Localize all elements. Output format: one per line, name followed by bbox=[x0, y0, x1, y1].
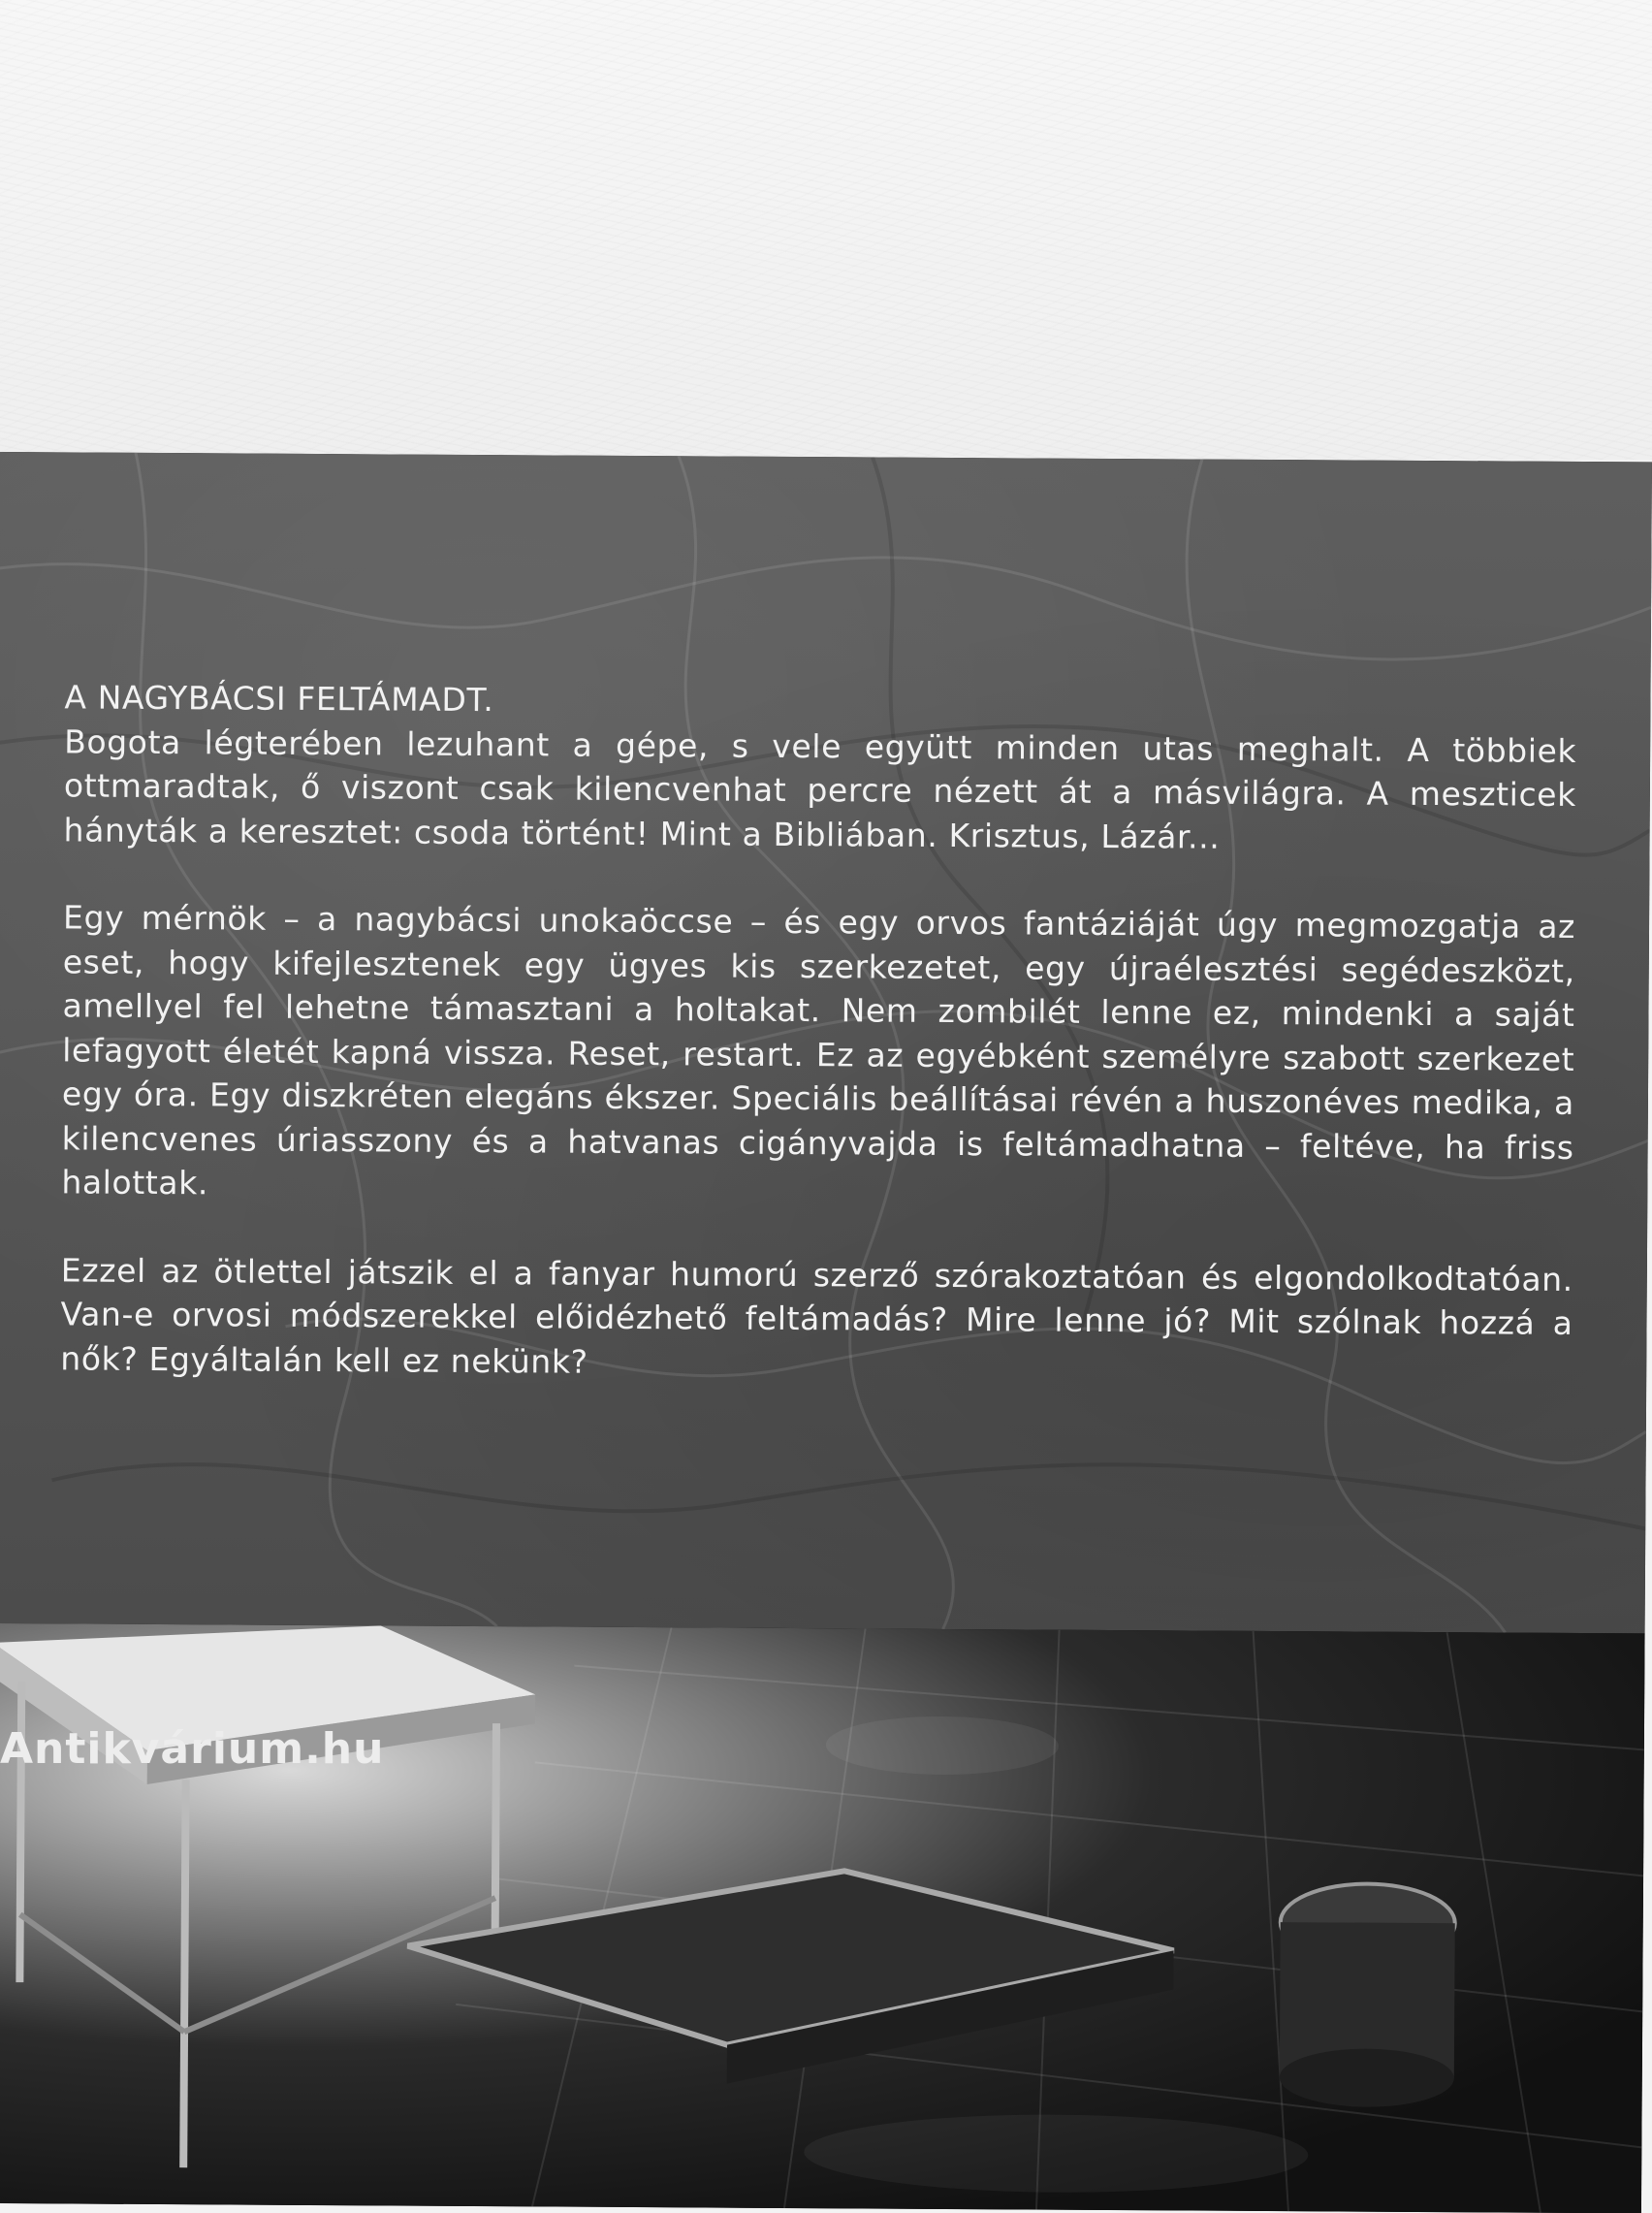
blurb-paragraph-3: Ezzel az ötlettel játszik el a fanyar humorú szerző szórakoztatóan és elgondolkodtatóan. Van-e orvosi módszerekkel előidézhető feltámadás? Mire lenne jó? Mit szólnak hozzá a nők? Egyáltalán kell ez nekünk? bbox=[60, 1250, 1573, 1381]
operating-room-illustration bbox=[0, 1623, 1645, 2213]
paper-background bbox=[0, 0, 1652, 460]
blurb-paragraph-2: Egy mérnök – a nagybácsi unokaöccse – és egy orvos fantáziáját úgy megmozgatja az eset, hogy kifejlesztenek egy ügyes kis szerkezetet, egy újraélesztési segédeszközt, amellyel fel lehetne támasztani a holtakat. Nem zombilét lenne ez, mindenki a saját lefagyott életét kapná vissza. Reset, restart. Ez az egyébként személyre szabott szerkezet egy óra. Egy diszkréten elegáns ékszer. Speciális beállításai révén a huszonéves medika, a kilencvenes úriasszony és a hatvanas cigányvajda is feltámadhatna – feltéve, ha friss halottak. bbox=[61, 898, 1576, 1203]
antikvarium-watermark: Antikvárium.hu bbox=[0, 1724, 385, 1774]
book-back-cover bbox=[0, 452, 1652, 2213]
blurb-heading: A NAGYBÁCSI FELTÁMADT. bbox=[64, 678, 494, 720]
blurb-text bbox=[60, 675, 1576, 1390]
blurb-panel bbox=[0, 452, 1652, 1633]
cover-photo-operating-room bbox=[0, 1623, 1645, 2213]
blurb-paragraph-1: Bogota légterében lezuhant a gépe, s vele együtt minden utas meghalt. A többiek ottmaradtak, ő viszont csak kilencvenhat percre nézett át a másvilágra. A meszticek hányták a keresztet: csoda történt! Mint a Bibliában. Krisztus, Lázár... bbox=[63, 722, 1577, 856]
